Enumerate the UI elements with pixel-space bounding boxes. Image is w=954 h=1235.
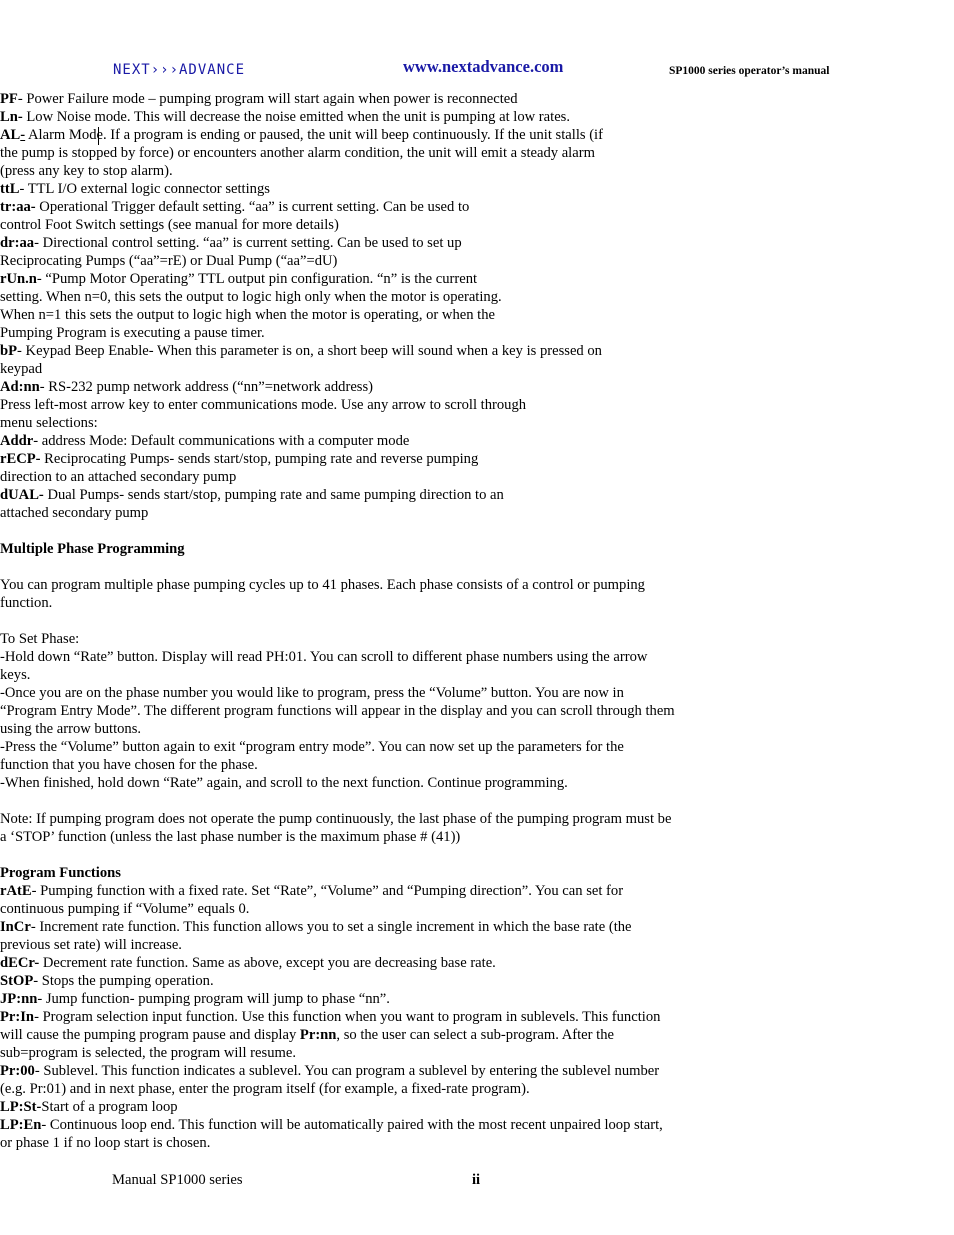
- function-description: - Stops the pumping operation.: [33, 973, 214, 989]
- function-inline-term: Pr:nn: [299, 1027, 337, 1043]
- item-description: Reciprocating Pumps- sends start/stop, pumping rate and reverse pumping direction to an attached secondary pump: [0, 451, 479, 485]
- item-term: rUn.n: [0, 271, 37, 287]
- spacer: [0, 792, 954, 810]
- function-description: - Pumping function with a fixed rate. Set “Rate”, “Volume” and “Pumping direction”. You can set for continuous pumping if “Volume” equals 0.: [0, 883, 624, 917]
- setting-description: Alarm Mode. If a program is ending or paused, the unit will beep continuously. If the unit stalls (if the pump is stopped by force) or encounters another alarm condition, the unit will emit a steady alarm (press any key to stop alarm).: [0, 127, 603, 179]
- function-term: JP:nn: [0, 991, 38, 1007]
- spacer: [0, 612, 954, 630]
- function-description: Start of a program loop: [41, 1099, 178, 1115]
- item-description: - “Pump Motor Operating” TTL output pin configuration. “n” is the current setting. When n=0, this sets the output to logic high only when the motor is operating. When n=1 this sets the output to logic high when the motor is operating, or when the Pumping Program is executing a pause timer.: [0, 271, 502, 341]
- spacer: [0, 558, 954, 576]
- section-heading-program-functions: Program Functions: [0, 865, 121, 881]
- function-term: InCr: [0, 919, 31, 935]
- stop-function-note: Note: If pumping program does not operate the pump continuously, the last phase of the pumping program must be a ‘STOP’ function (unless the last phase number is the maximum phase # (41)): [0, 811, 672, 845]
- setting-term: Ln-: [0, 109, 23, 125]
- function-term: LP:St-: [0, 1099, 42, 1115]
- function-description: - Increment rate function. This function allows you to set a single increment in which the base rate (the previous set rate) will increase.: [0, 919, 632, 953]
- footer-manual-name: Manual SP1000 series: [112, 1172, 243, 1188]
- item-term: dUAL-: [0, 487, 44, 503]
- function-description: - Continuous loop end. This function will be automatically paired with the most recent unpaired loop start, or phase 1 if no loop start is chosen.: [0, 1117, 663, 1151]
- setting-term: bP: [0, 343, 18, 359]
- set-phase-title: To Set Phase:: [0, 631, 80, 647]
- function-description: - Program selection input function. Use this function when you want to program in sublevels. This function will cause the pumping program pause and display: [0, 1009, 661, 1043]
- setting-description: - Power Failure mode – pumping program will start again when power is reconnected: [17, 91, 518, 107]
- setting-bp: [0, 342, 620, 378]
- setting-ttl: [0, 180, 620, 198]
- company-logo: NEXT›››ADVANCE: [113, 62, 246, 78]
- function-term: Pr:In: [0, 1009, 35, 1025]
- setting-description: Low Noise mode. This will decrease the noise emitted when the unit is pumping at low rates.: [22, 109, 571, 125]
- setting-description: - TTL I/O external logic connector settings: [19, 181, 270, 197]
- spacer: [0, 522, 954, 540]
- function-description-cont: , so the user can select a sub-program. After the sub=program is selected, the program will resume.: [0, 1027, 614, 1061]
- set-phase-step: -Hold down “Rate” button. Display will read PH:01. You can scroll to different phase numbers using the arrow keys.: [0, 649, 648, 683]
- address-note: Press left-most arrow key to enter communications mode. Use any arrow to scroll through menu selections:: [0, 397, 527, 431]
- function-description: Decrement rate function. Same as above, except you are decreasing base rate.: [39, 955, 496, 971]
- function-loop-end: [0, 1116, 675, 1152]
- function-decr: [0, 954, 675, 972]
- setting-pf: [0, 90, 620, 108]
- function-incr: [0, 918, 675, 954]
- function-program-input: [0, 1008, 675, 1062]
- item-term: Addr: [0, 433, 34, 449]
- item-description: - address Mode: Default communications with a computer mode: [33, 433, 410, 449]
- item-term: rECP-: [0, 451, 41, 467]
- function-description: - Sublevel. This function indicates a sublevel. You can program a sublevel by entering the sublevel number (e.g. Pr:01) and in next phase, enter the program itself (for example, a fixed-rate program).: [0, 1063, 660, 1097]
- page-footer: [0, 1171, 954, 1191]
- page-body: [0, 90, 954, 1152]
- document-title: SP1000 series operator’s manual: [669, 65, 830, 77]
- website-url[interactable]: www.nextadvance.com: [403, 57, 564, 76]
- setting-al: [0, 126, 620, 180]
- multi-phase-intro: You can program multiple phase pumping cycles up to 41 phases. Each phase consists of a control or pumping function.: [0, 577, 645, 611]
- function-description: - Jump function- pumping program will jump to phase “nn”.: [37, 991, 390, 1007]
- address-item-dual: [0, 486, 510, 522]
- setting-term: Ad:nn: [0, 379, 40, 395]
- setting-description: - RS-232 pump network address (“nn”=network address): [39, 379, 374, 395]
- function-term: dECr-: [0, 955, 40, 971]
- set-phase-step: -When finished, hold down “Rate” again, and scroll to the next function. Continue programming.: [0, 775, 568, 791]
- function-rate: [0, 882, 675, 918]
- page-number: ii: [472, 1172, 481, 1188]
- setting-term: PF: [0, 91, 18, 107]
- address-item-recp: [0, 450, 510, 486]
- setting-term: ttL: [0, 181, 20, 197]
- function-stop: [0, 972, 675, 990]
- function-term: Pr:00: [0, 1063, 35, 1079]
- ttl-item-run: [0, 270, 510, 342]
- function-sublevel: [0, 1062, 675, 1098]
- set-phase-step: -Once you are on the phase number you would like to program, press the “Volume” button. You are now in “Program Entry Mode”. The different program functions will appear in the display and you can scroll through them using the arrow buttons.: [0, 685, 675, 737]
- setting-term: AL: [0, 127, 21, 143]
- item-description: Operational Trigger default setting. “aa” is current setting. Can be used to control Foot Switch settings (see manual for more details): [0, 199, 470, 233]
- item-description: Dual Pumps- sends start/stop, pumping rate and same pumping direction to an attached secondary pump: [0, 487, 504, 521]
- address-item-addr: [0, 432, 510, 450]
- set-phase-step: -Press the “Volume” button again to exit “program entry mode”. You can now set up the parameters for the function that you have chosen for the phase.: [0, 739, 624, 773]
- function-loop-start: [0, 1098, 675, 1116]
- ttl-item-direction: [0, 234, 510, 270]
- setting-description: - Keypad Beep Enable- When this parameter is on, a short beep will sound when a key is pressed on keypad: [0, 343, 602, 377]
- function-term: rAtE: [0, 883, 32, 899]
- item-term: tr:aa-: [0, 199, 36, 215]
- function-term: LP:En: [0, 1117, 42, 1133]
- function-term: StOP: [0, 973, 34, 989]
- function-jump: [0, 990, 675, 1008]
- ttl-item-trigger: [0, 198, 510, 234]
- setting-ad: [0, 378, 620, 396]
- item-term: dr:aa: [0, 235, 35, 251]
- setting-ln: [0, 108, 620, 126]
- spacer: [0, 846, 954, 864]
- setting-term-separator: -: [20, 127, 26, 143]
- page-header: [0, 58, 954, 80]
- item-description: - Directional control setting. “aa” is current setting. Can be used to set up Reciprocating Pumps (“aa”=rE) or Dual Pump (“aa”=dU): [0, 235, 462, 269]
- section-heading-multiple-phase: Multiple Phase Programming: [0, 541, 185, 557]
